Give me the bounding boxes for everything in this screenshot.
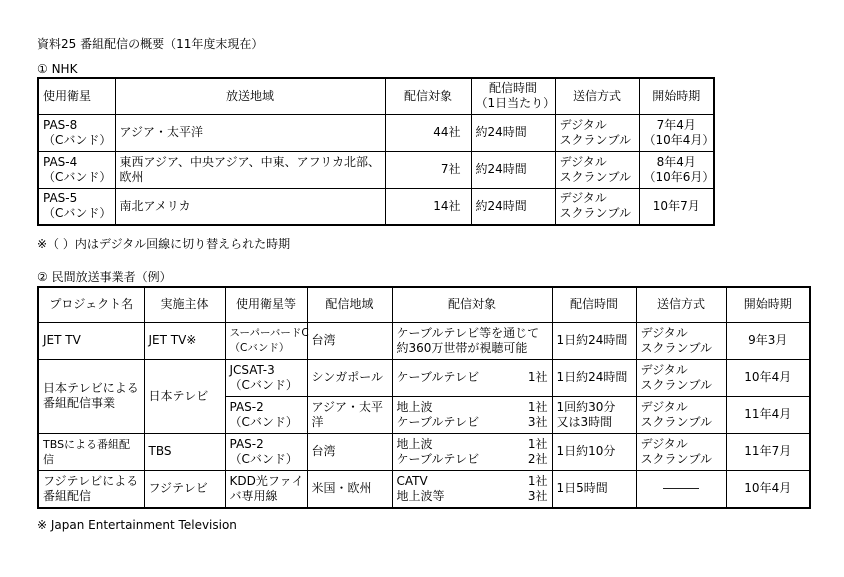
start-cell: 9年3月 bbox=[726, 322, 810, 359]
target-type: ケーブルテレビ bbox=[396, 370, 480, 384]
entity-cell: フジテレビ bbox=[144, 470, 225, 508]
satellite-cell: PAS-2 （Cバンド） bbox=[225, 433, 307, 470]
target-line bbox=[397, 452, 548, 467]
satellite-cell: PAS-2 （Cバンド） bbox=[225, 396, 307, 433]
target-line bbox=[397, 474, 548, 489]
start-cell: 10年4月 bbox=[726, 359, 810, 396]
table-row bbox=[38, 359, 810, 396]
time-cell: 1日約24時間 bbox=[552, 322, 636, 359]
target-type: CATV bbox=[396, 473, 428, 488]
project-cell: フジテレビによる 番組配信 bbox=[38, 470, 144, 508]
target-line bbox=[397, 370, 548, 385]
method-cell: デジタル スクランブル bbox=[636, 396, 726, 433]
target-cell bbox=[392, 470, 552, 508]
table-row bbox=[38, 433, 810, 470]
start-cell: 8年4月 （10年6月） bbox=[639, 151, 714, 188]
entity-cell: TBS bbox=[144, 433, 225, 470]
region-cell: 米国・欧州 bbox=[307, 470, 392, 508]
nhk-header-region: 放送地域 bbox=[115, 78, 385, 114]
target-line bbox=[397, 437, 548, 452]
method-cell: デジタル スクランブル bbox=[636, 359, 726, 396]
project-cell: JET TV bbox=[38, 322, 144, 359]
method-cell: ――― bbox=[636, 470, 726, 508]
private-header-row bbox=[38, 287, 810, 322]
time-cell: 1日約24時間 bbox=[552, 359, 636, 396]
project-cell: TBSによる番組配信 bbox=[38, 433, 144, 470]
satellite-cell: JCSAT-3 （Cバンド） bbox=[225, 359, 307, 396]
method-cell: デジタル スクランブル bbox=[555, 151, 639, 188]
table-row bbox=[38, 188, 714, 225]
target-count: 1社 bbox=[527, 473, 548, 488]
nhk-header-method: 送信方式 bbox=[555, 78, 639, 114]
entity-cell: JET TV※ bbox=[144, 322, 225, 359]
target-count: 1社 bbox=[527, 399, 548, 414]
target-count: 3社 bbox=[527, 488, 548, 503]
region-cell: アジア・太平洋 bbox=[115, 114, 385, 151]
private-note: ※ Japan Entertainment Television bbox=[37, 518, 237, 532]
header-time: 配信時間 bbox=[552, 287, 636, 322]
header-project: プロジェクト名 bbox=[38, 287, 144, 322]
target-count: 3社 bbox=[527, 414, 548, 429]
satellite-cell: PAS-5 （Cバンド） bbox=[38, 188, 115, 225]
table-row bbox=[38, 151, 714, 188]
target-cell: 14社 bbox=[385, 188, 471, 225]
target-type: 地上波 bbox=[396, 436, 433, 451]
start-cell: 10年4月 bbox=[726, 470, 810, 508]
time-cell: 約24時間 bbox=[471, 188, 555, 225]
region-cell: シンガポール bbox=[307, 359, 392, 396]
project-cell: 日本テレビによる 番組配信事業 bbox=[38, 359, 144, 433]
header-target: 配信対象 bbox=[392, 287, 552, 322]
nhk-header-satellite: 使用衛星 bbox=[38, 78, 115, 114]
satellite-cell: PAS-8 （Cバンド） bbox=[38, 114, 115, 151]
nhk-heading: ① NHK bbox=[37, 62, 78, 76]
page-title: 資料25 番組配信の概要（11年度末現在） bbox=[37, 37, 264, 51]
region-cell: アジア・太平洋 bbox=[307, 396, 392, 433]
satellite-cell: スーパーバードC （Cバンド） bbox=[225, 322, 307, 359]
target-count: 1社 bbox=[527, 370, 548, 384]
target-cell: ケーブルテレビ等を通じて 約360万世帯が視聴可能 bbox=[392, 322, 552, 359]
target-cell bbox=[392, 396, 552, 433]
private-table bbox=[37, 286, 811, 509]
time-cell: 1日5時間 bbox=[552, 470, 636, 508]
nhk-table bbox=[37, 77, 715, 226]
header-region: 配信地域 bbox=[307, 287, 392, 322]
target-count: 1社 bbox=[527, 436, 548, 451]
nhk-header-target: 配信対象 bbox=[385, 78, 471, 114]
table-row bbox=[38, 322, 810, 359]
header-method: 送信方式 bbox=[636, 287, 726, 322]
method-cell: デジタル スクランブル bbox=[555, 114, 639, 151]
start-cell: 11年4月 bbox=[726, 396, 810, 433]
header-satellite: 使用衛星等 bbox=[225, 287, 307, 322]
target-type: 地上波 bbox=[396, 399, 433, 414]
target-line bbox=[397, 400, 548, 415]
method-cell: デジタル スクランブル bbox=[636, 433, 726, 470]
region-cell: 台湾 bbox=[307, 433, 392, 470]
entity-cell: 日本テレビ bbox=[144, 359, 225, 433]
start-cell: 7年4月 （10年4月） bbox=[639, 114, 714, 151]
target-cell: 7社 bbox=[385, 151, 471, 188]
target-line bbox=[397, 415, 548, 430]
target-type: ケーブルテレビ bbox=[396, 414, 480, 429]
private-heading: ② 民間放送事業者（例） bbox=[37, 270, 172, 284]
target-cell bbox=[392, 359, 552, 396]
nhk-header-start: 開始時期 bbox=[639, 78, 714, 114]
method-cell: デジタル スクランブル bbox=[636, 322, 726, 359]
time-cell: 1回約30分 又は3時間 bbox=[552, 396, 636, 433]
header-entity: 実施主体 bbox=[144, 287, 225, 322]
method-cell: デジタル スクランブル bbox=[555, 188, 639, 225]
target-type: ケーブルテレビ bbox=[396, 451, 480, 466]
target-cell: 44社 bbox=[385, 114, 471, 151]
target-count: 2社 bbox=[527, 451, 548, 466]
start-cell: 10年7月 bbox=[639, 188, 714, 225]
satellite-cell: PAS-4 （Cバンド） bbox=[38, 151, 115, 188]
time-cell: 約24時間 bbox=[471, 114, 555, 151]
time-cell: 1日約10分 bbox=[552, 433, 636, 470]
table-row bbox=[38, 470, 810, 508]
region-cell: 台湾 bbox=[307, 322, 392, 359]
nhk-note: ※（ ）内はデジタル回線に切り替えられた時期 bbox=[37, 237, 291, 251]
time-cell: 約24時間 bbox=[471, 151, 555, 188]
header-start: 開始時期 bbox=[726, 287, 810, 322]
start-cell: 11年7月 bbox=[726, 433, 810, 470]
target-line bbox=[397, 489, 548, 504]
target-type: 地上波等 bbox=[396, 488, 445, 503]
nhk-header-time: 配信時間 （1日当たり） bbox=[471, 78, 555, 114]
satellite-cell: KDD光ファイ バ専用線 bbox=[225, 470, 307, 508]
nhk-header-row bbox=[38, 78, 714, 114]
table-row bbox=[38, 114, 714, 151]
target-cell bbox=[392, 433, 552, 470]
region-cell: 東西アジア、中央アジア、中東、アフリカ北部、 欧州 bbox=[115, 151, 385, 188]
region-cell: 南北アメリカ bbox=[115, 188, 385, 225]
